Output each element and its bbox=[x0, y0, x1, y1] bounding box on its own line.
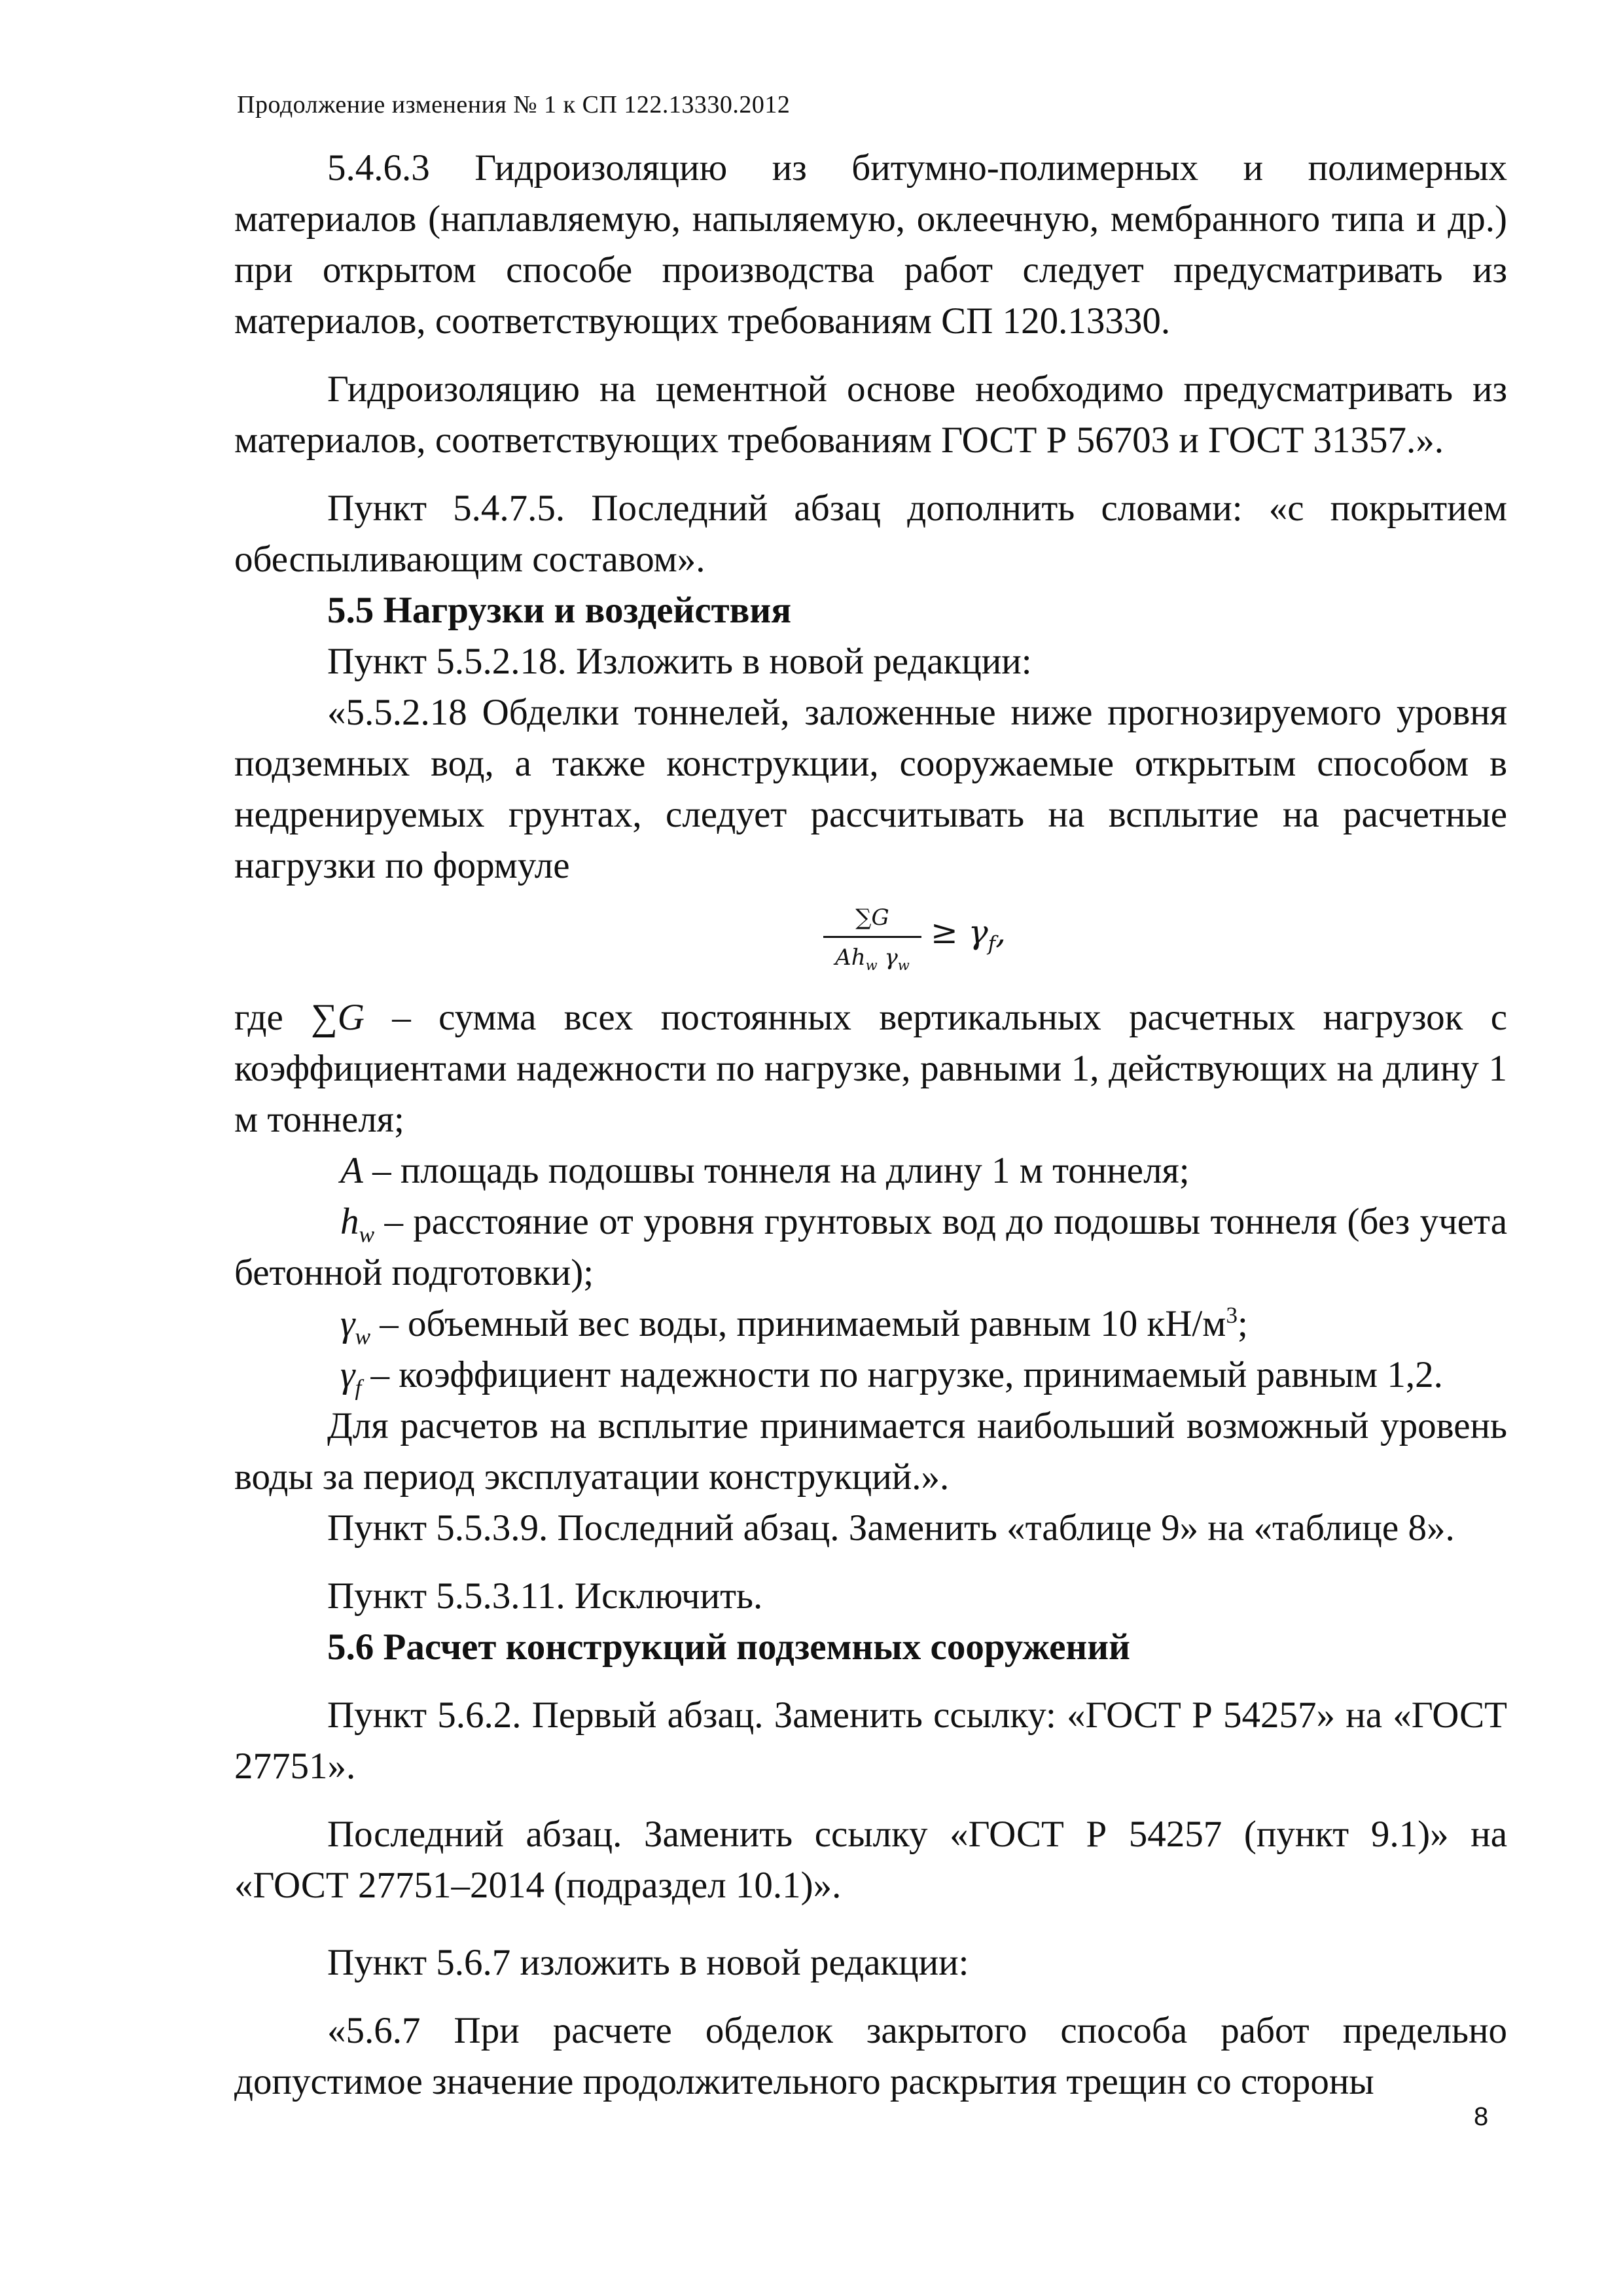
heading-section-5-5: 5.5 Нагрузки и воздействия bbox=[327, 590, 792, 631]
heading-section-5-6: 5.6 Расчет конструкций подземных сооружений bbox=[327, 1626, 1130, 1668]
paragraph-buoyancy-water-level: Для расчетов на всплытие принимается наибольший возможный уровень воды за период эксплуатации конструкций.». bbox=[234, 1405, 1507, 1498]
formula-right-side: ≥ $\gamma_f$, bbox=[931, 913, 1007, 956]
paragraph-5-5-3-9: Пункт 5.5.3.9. Последний абзац. Заменить «таблице 9» на «таблице 8». bbox=[327, 1507, 1455, 1549]
formula-denominator: $Ah_w$ $\gamma_w$ bbox=[835, 944, 910, 973]
definition-a: A – площадь подошвы тоннеля на длину 1 м тоннеля; bbox=[340, 1150, 1190, 1191]
formula-definitions bbox=[234, 992, 1507, 1401]
running-header: Продолжение изменения № 1 к СП 122.13330.2012 bbox=[237, 91, 791, 118]
paragraph-5-5-2-18-intro: Пункт 5.5.2.18. Изложить в новой редакции: bbox=[327, 641, 1032, 682]
definition-sum-g: где ∑G – сумма всех постоянных вертикальных расчетных нагрузок с коэффициентами надежности по нагрузке, равными 1, действующих на длину 1 м тоннеля; bbox=[234, 997, 1507, 1140]
definition-gamma-w: $\gamma_w$ – объемный вес воды, принимаемый равным 10 $кН/м^3$; bbox=[340, 1302, 1248, 1350]
definition-hw: $h_w$ – расстояние от уровня грунтовых вод до подошвы тоннеля (без учета бетонной подготовки); bbox=[234, 1201, 1507, 1293]
paragraph-5-6-7-intro: Пункт 5.6.7 изложить в новой редакции: bbox=[327, 1942, 969, 1983]
document-body bbox=[234, 143, 1507, 2108]
definition-gamma-f: $\gamma_f$ – коэффициент надежности по нагрузке, принимаемый равным 1,2. bbox=[340, 1354, 1443, 1401]
paragraph-5-5-2-18-text: «5.5.2.18 Обделки тоннелей, заложенные ниже прогнозируемого уровня подземных вод, а также конструкции, сооружаемые открытым способом в недренируемых грунтах, следует рассчитывать на всплытие на расчетные нагрузки по формуле bbox=[234, 692, 1507, 886]
paragraph-5-5-3-11: Пункт 5.5.3.11. Исключить. bbox=[327, 1575, 763, 1617]
paragraph-5-6-2-last: Последний абзац. Заменить ссылку «ГОСТ Р 54257 (пункт 9.1)» на «ГОСТ 27751–2014 (подраздел 10.1)». bbox=[234, 1814, 1507, 1906]
paragraph-5-4-7-5: Пункт 5.4.7.5. Последний абзац дополнить словами: «с покрытием обеспыливающим составом». bbox=[234, 488, 1507, 580]
paragraph-5-4-6-3: 5.4.6.3 Гидроизоляцию из битумно-полимерных и полимерных материалов (наплавляемую, напыляемую, оклеечную, мембранного типа и др.) при открытом способе производства работ следует предусматривать из материалов, соответствующих требованиям СП 120.13330. bbox=[234, 147, 1507, 342]
buoyancy-formula bbox=[234, 895, 1507, 992]
paragraph-cement-waterproofing: Гидроизоляцию на цементной основе необходимо предусматривать из материалов, соответствующих требованиям ГОСТ Р 56703 и ГОСТ 31357.». bbox=[234, 368, 1507, 461]
page-number: 8 bbox=[1474, 2102, 1489, 2131]
paragraph-5-6-2: Пункт 5.6.2. Первый абзац. Заменить ссылку: «ГОСТ Р 54257» на «ГОСТ 27751». bbox=[234, 1695, 1507, 1787]
paragraph-5-6-7-text: «5.6.7 При расчете обделок закрытого способа работ предельно допустимое значение продолжительного раскрытия трещин со стороны bbox=[234, 2010, 1507, 2102]
formula-fraction bbox=[823, 903, 921, 972]
formula-numerator: ∑G bbox=[855, 905, 889, 931]
fraction-bar bbox=[823, 936, 921, 938]
